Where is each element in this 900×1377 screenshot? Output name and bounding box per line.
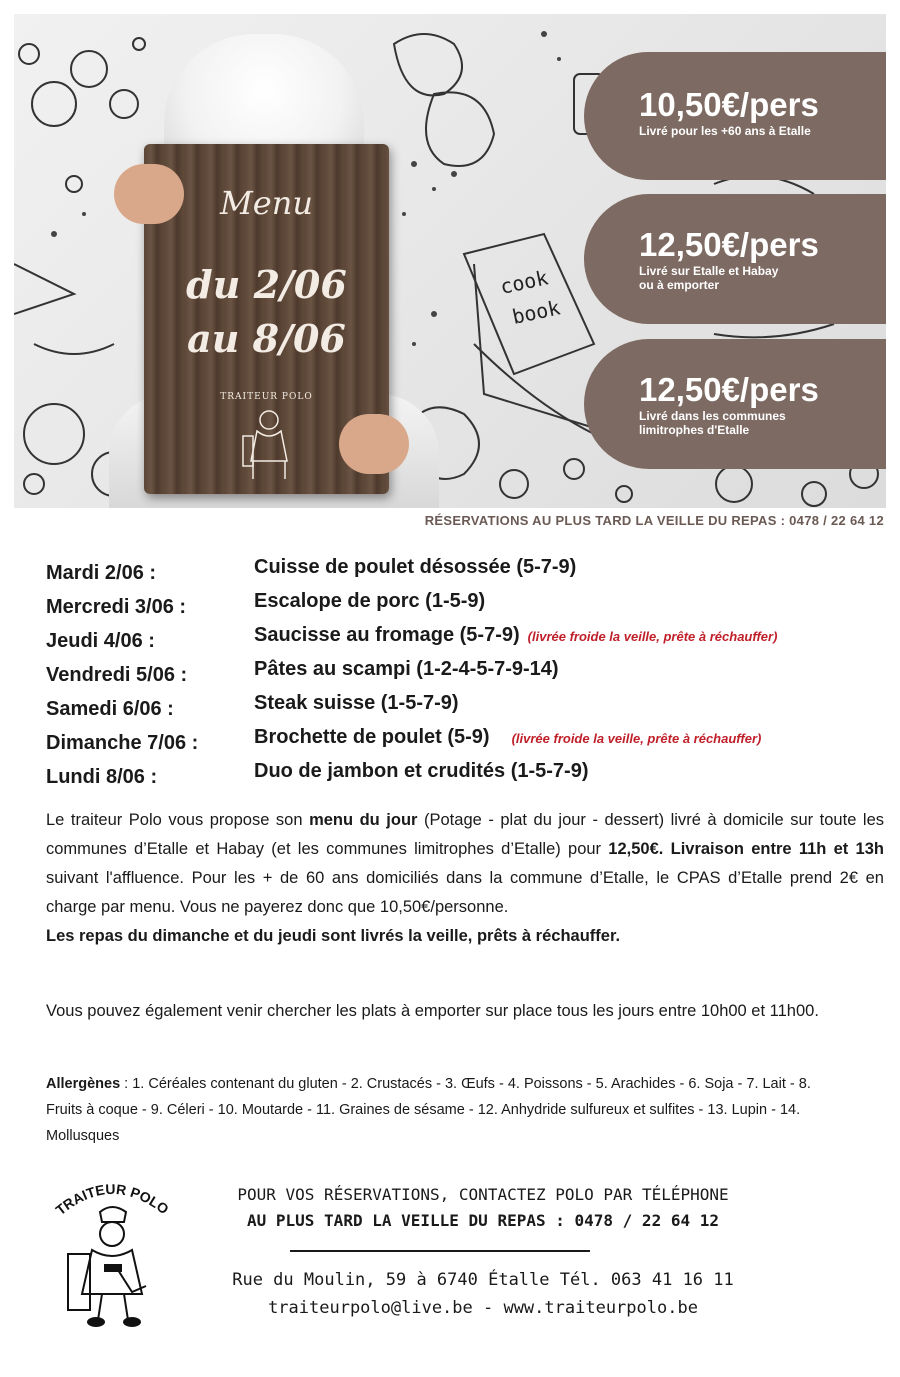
- price-description: Livré dans les communes: [639, 409, 786, 423]
- menu-day: Jeudi 4/06 :: [46, 630, 155, 652]
- book-text-book: book: [510, 295, 563, 329]
- menu-row: [46, 556, 886, 590]
- price-card-etalle-habay: [584, 194, 886, 324]
- price-value: 10,50€/pers: [639, 86, 819, 123]
- menu-row: [46, 760, 886, 794]
- menu-dish: Steak suisse (1-5-7-9): [254, 692, 459, 714]
- footer-contact: traiteurpolo@live.be - www.traiteurpolo.be: [268, 1298, 698, 1318]
- price-description: Livré sur Etalle et Habay: [639, 264, 779, 278]
- price-value: 12,50€/pers: [639, 226, 819, 263]
- allergens-label: Allergènes: [46, 1076, 121, 1092]
- hero-banner: [14, 14, 886, 508]
- price-card-neighbouring: [584, 339, 886, 469]
- book-text-cook: cook: [498, 265, 551, 299]
- menu-day: Dimanche 7/06 :: [46, 732, 199, 754]
- menu-day: Mardi 2/06 :: [46, 562, 157, 584]
- allergens-list: [46, 1071, 826, 1149]
- logo-text: TRAITEUR POLO: [52, 1180, 172, 1219]
- footer-divider: [290, 1250, 590, 1252]
- price-card-senior: [584, 52, 886, 180]
- price-description-2: ou à emporter: [639, 278, 720, 292]
- price-description-2: limitrophes d'Etalle: [639, 423, 750, 437]
- menu-day: Mercredi 3/06 :: [46, 596, 187, 618]
- board-date-from: du 2/06: [186, 262, 347, 307]
- menu-row: [46, 726, 886, 760]
- menu-day: Lundi 8/06 :: [46, 766, 158, 788]
- intro-paragraph: Le traiteur Polo vous propose son menu du jour (Potage - plat du jour - dessert) livré à domicile sur toute les communes d’Etalle et Habay (et les communes limitrophes d’Etalle) pour 12,50€. Livraison entre 11h et 13h suivant l'affluence. Pour les + de 60 ans domiciliés dans la commune d’Etalle, le CPAS d’Etalle prend 2€ en charge par menu. Vous ne payerez donc que 10,50€/personne. Les repas du dimanche et du jeudi sont livrés la veille, prêts à réchauffer.: [46, 811, 884, 945]
- weekend-delivery-note: Les repas du dimanche et du jeudi sont livrés la veille, prêts à réchauffer.: [46, 927, 621, 945]
- weekly-menu: [46, 556, 886, 794]
- price-value: 12,50€/pers: [639, 371, 819, 408]
- menu-row: [46, 590, 886, 624]
- right-hand: [339, 414, 409, 474]
- board-menu-script: Menu: [220, 184, 313, 222]
- left-hand: [114, 164, 184, 224]
- menu-dish: Pâtes au scampi (1-2-4-5-7-9-14): [254, 658, 559, 680]
- board-logo-text: TRAITEUR POLO: [220, 392, 313, 402]
- allergens-text: : 1. Céréales contenant du gluten - 2. Crustacés - 3. Œufs - 4. Poissons - 5. Arachides - 6. Soja - 7. Lait - 8. Fruits à coque - 9. Céleri - 10. Moutarde - 11. Graines de sésame - 12. Anhydride sulfureux et sulfites - 13. Lupin - 14. Mollusques: [46, 1076, 811, 1144]
- footer-deadline-line: AU PLUS TARD LA VEILLE DU REPAS : 0478 / 22 64 12: [246, 1211, 719, 1230]
- footer-reservation-line: POUR VOS RÉSERVATIONS, CONTACTEZ POLO PAR TÉLÉPHONE: [237, 1185, 729, 1204]
- menu-day: Samedi 6/06 :: [46, 698, 174, 720]
- menu-row: [46, 692, 886, 726]
- menu-dish: Escalope de porc (1-5-9): [254, 590, 486, 612]
- pickup-paragraph: Vous pouvez également venir chercher les plats à emporter sur place tous les jours entre 10h00 et 11h00.: [46, 1002, 819, 1020]
- menu-dish: Duo de jambon et crudités (1-5-7-9): [254, 760, 589, 782]
- price-description: Livré pour les +60 ans à Etalle: [639, 124, 811, 138]
- menu-row: [46, 658, 886, 692]
- menu-du-jour-bold: menu du jour: [309, 811, 418, 829]
- menu-dish: Cuisse de poulet désossée (5-7-9): [254, 556, 577, 578]
- menu-note: (livrée froide la veille, prête à réchauffer): [527, 629, 778, 644]
- price-bold: 12,50€.: [608, 840, 664, 858]
- board-chef-logo: [239, 406, 299, 484]
- traiteur-polo-logo: [48, 1172, 176, 1332]
- board-date-to: au 8/06: [187, 316, 346, 361]
- reservation-banner: RÉSERVATIONS AU PLUS TARD LA VEILLE DU REPAS : 0478 / 22 64 12: [424, 513, 884, 528]
- menu-day: Vendredi 5/06 :: [46, 664, 188, 686]
- menu-row: [46, 624, 886, 658]
- footer-address: Rue du Moulin, 59 à 6740 Étalle Tél. 063 41 16 11: [232, 1270, 734, 1290]
- menu-dish: Saucisse au fromage (5-7-9) (livrée froide la veille, prête à réchauffer): [254, 624, 778, 646]
- delivery-hours-bold: Livraison entre 11h et 13h: [670, 840, 884, 858]
- menu-dish: Brochette de poulet (5-9) (livrée froide la veille, prête à réchauffer): [254, 726, 762, 748]
- menu-note: (livrée froide la veille, prête à réchauffer): [511, 731, 762, 746]
